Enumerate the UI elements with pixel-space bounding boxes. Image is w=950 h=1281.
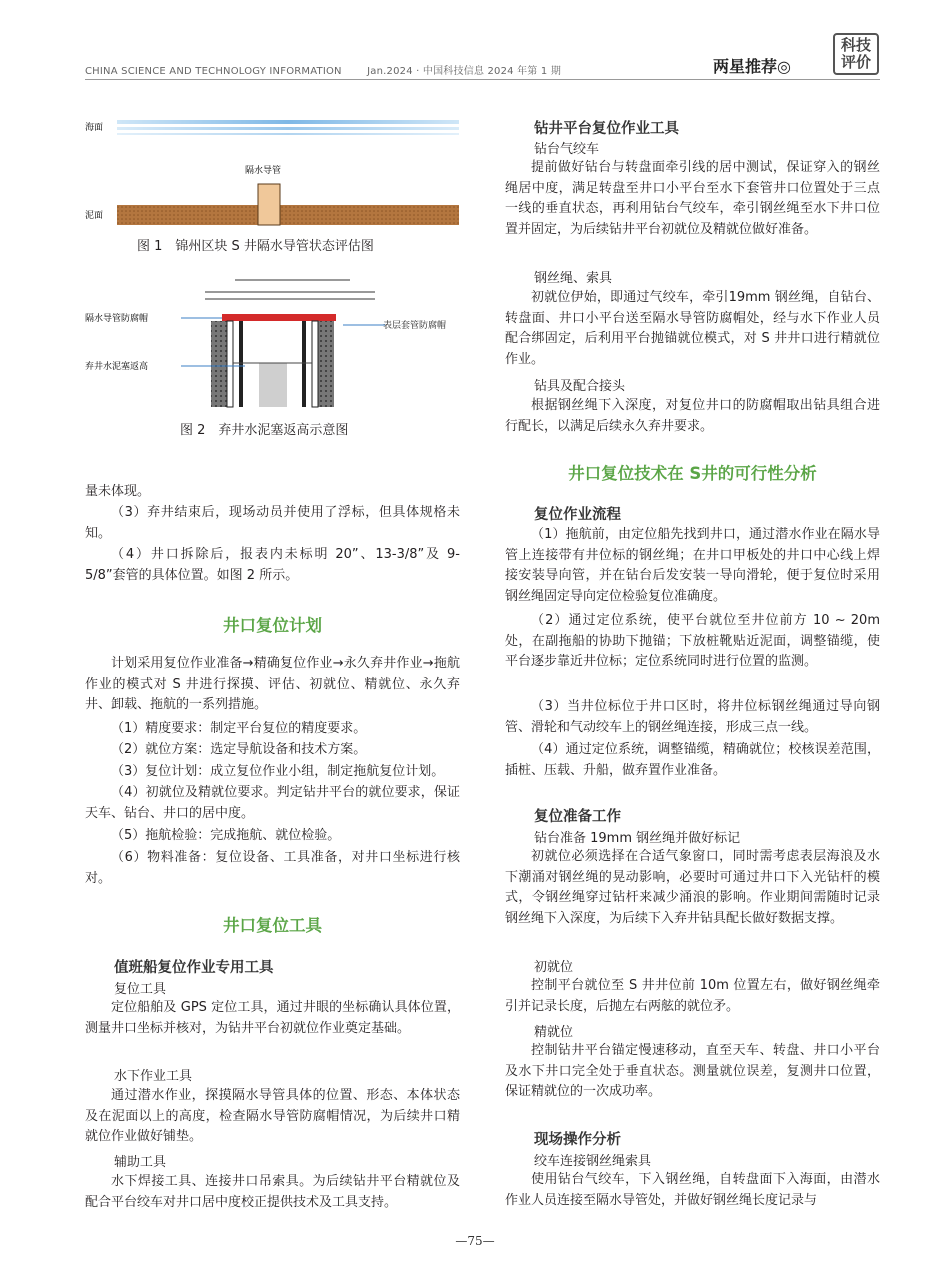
- right-p6: （3）当井位标位于井口区时，将井位标钢丝绳通过导向钢管、滑轮和气动绞车上的钢丝绳连接，形成三点一线。: [505, 699, 880, 735]
- badge-line2: 评价: [840, 53, 871, 71]
- label-mud: 泥面: [85, 211, 104, 221]
- sea-band: [117, 120, 459, 124]
- section-tag: 两星推荐◎: [713, 57, 791, 76]
- minor-heading-fine-position: 精就位: [534, 1025, 574, 1040]
- right-p8: 初就位必须选择在合适气象窗口，同时需考虑表层海浪及水下潮涌对钢丝绳的晃动影响，必要时可通过井口下入光钻杆的模式，令钢丝绳穿过钻杆来减少涌浪的影响。作业期间需随时记录钢丝绳下入深度，为后续下入弃井钻具配长做好数据支撑。: [505, 849, 880, 926]
- badge-line1: 科技: [840, 36, 871, 54]
- minor-heading-aux-tools: 辅助工具: [114, 1155, 167, 1170]
- right-p2: 初就位伊始，即通过气绞车，牵引19mm 钢丝绳，自钻台、转盘面、井口小平台送至隔水导管防腐帽处，经与水下作业人员配合绑固定，后利用平台抛锚就位模式，对 S 井井口进行精就位作业。: [505, 290, 880, 367]
- inner-casing-left: [239, 321, 243, 407]
- subheading-platform-tools: 钻井平台复位作业工具: [534, 121, 679, 137]
- minor-heading-air-winch: 钻台气绞车: [534, 142, 600, 157]
- right-p7: （4）通过定位系统，调整锚缆，精确就位；校核误差范围，插桩、压载、升船，做弃置作业准备。: [505, 742, 880, 778]
- left-list-2: （2）就位方案：选定导航设备和技术方案。: [111, 742, 367, 757]
- left-list-6: （6）物料准备：复位设备、工具准备，对井口坐标进行核对。: [85, 850, 460, 886]
- label-surface-cap: 表层套管防腐帽: [383, 321, 447, 331]
- label-pipe: 隔水导管: [245, 166, 282, 176]
- label-riser-cap: 隔水导管防腐帽: [85, 314, 149, 324]
- casing-right: [312, 321, 318, 407]
- label-sea: 海面: [85, 123, 104, 133]
- right-p1: 提前做好钻台与转盘面牵引线的居中测试，保证穿入的钢丝绳居中度，满足转盘至井口小平台至水下套管井口位置处于三点一线的垂直状态，再利用钻台气绞车，牵引钢丝绳至水下井口位置并固定，为后续钻井平台初就位及精就位做好准备。: [505, 160, 880, 237]
- minor-heading-winch-rigging: 绞车连接钢丝绳索具: [534, 1154, 652, 1169]
- outer-wall-right: [318, 321, 334, 407]
- page-number: —75—: [455, 1234, 495, 1248]
- figure-2-cement-diagram: [85, 275, 460, 410]
- minor-heading-initial-position: 初就位: [534, 960, 574, 975]
- right-p11: 使用钻台气绞车，下入钢丝绳，自转盘面下入海面，由潜水作业人员连接至隔水导管处，并做好钢丝绳长度记录与: [505, 1172, 880, 1208]
- figure-1-riser-diagram: [85, 110, 460, 250]
- cement-plug: [259, 363, 287, 407]
- left-p4: 计划采用复位作业准备→精确复位作业→永久弃井作业→拖航作业的模式对 S 井进行探摸、评估、初就位、精就位、永久弃井、卸载、拖航的一系列措施。: [85, 656, 460, 712]
- right-p9: 控制平台就位至 S 井井位前 10m 位置左右，做好钢丝绳牵引并记录长度，后抛左右两舷的就位矛。: [505, 978, 880, 1014]
- riser-cap: [222, 314, 336, 321]
- header-divider: [85, 79, 880, 80]
- left-list-4: （4）初就位及精就位要求。判定钻井平台的就位要求，保证天车、钻台、井口的居中度。: [85, 785, 460, 821]
- minor-heading-drill-tools: 钻具及配合接头: [534, 379, 626, 394]
- sea-band-3: [117, 133, 459, 135]
- section-heading-reset-tools: 井口复位工具: [223, 916, 322, 935]
- left-p2: （3）弃井结束后，现场动员并使用了浮标，但具体规格未知。: [85, 505, 460, 541]
- journal-name-en: CHINA SCIENCE AND TECHNOLOGY INFORMATION: [85, 66, 342, 77]
- casing-left: [227, 321, 233, 407]
- minor-heading-underwater-tools: 水下作业工具: [114, 1069, 193, 1084]
- minor-heading-wire-rope: 钢丝绳、索具: [534, 271, 613, 286]
- figure-1-caption: 图 1 锦州区块 S 井隔水导管状态评估图: [137, 239, 374, 254]
- sea-band-2: [117, 127, 459, 130]
- left-p7: 水下焊接工具、连接井口吊索具。为后续钻井平台精就位及配合平台绞车对井口居中度校正提供技术及工具支持。: [85, 1174, 460, 1210]
- mud-layer: [117, 205, 459, 225]
- section-heading-feasibility: 井口复位技术在 S井的可行性分析: [568, 464, 817, 483]
- left-list-1: （1）精度要求：制定平台复位的精度要求。: [111, 721, 367, 736]
- section-heading-reset-plan: 井口复位计划: [223, 616, 322, 635]
- inner-casing-right: [302, 321, 306, 407]
- right-p3: 根据钢丝绳下入深度，对复位井口的防腐帽取出钻具组合进行配长，以满足后续永久弃井要求。: [505, 398, 880, 434]
- riser-pipe: [258, 184, 280, 225]
- right-p5: （2）通过定位系统，使平台就位至井位前方 10 ~ 20m 处，在副拖船的协助下抛锚；下放桩靴贴近泥面，调整锚缆，使平台逐步靠近井位标；定位系统同时进行位置的监测。: [505, 613, 880, 669]
- left-list-3: （3）复位计划：成立复位作业小组，制定拖航复位计划。: [111, 764, 445, 779]
- subheading-field-analysis: 现场操作分析: [534, 1132, 621, 1148]
- running-header: [85, 62, 583, 77]
- minor-heading-reset-tools: 复位工具: [114, 982, 167, 997]
- left-p1: 量未体现。: [85, 484, 151, 499]
- minor-heading-wire-marking: 钻台准备 19mm 钢丝绳并做好标记: [534, 831, 741, 846]
- subheading-vessel-tools: 值班船复位作业专用工具: [114, 960, 274, 976]
- left-p6: 通过潜水作业，探摸隔水导管具体的位置、形态、本体状态及在泥面以上的高度，检查隔水导管防腐帽情况，为后续井口精就位作业做好铺垫。: [85, 1088, 460, 1144]
- left-p5: 定位船舶及 GPS 定位工具，通过井眼的坐标确认具体位置，测量井口坐标并核对，为钻井平台初就位作业奠定基础。: [85, 1000, 460, 1036]
- outer-wall-left: [211, 321, 227, 407]
- figure-2-caption: 图 2 弃井水泥塞返高示意图: [180, 423, 349, 438]
- subheading-preparation: 复位准备工作: [534, 809, 621, 825]
- left-p3: （4）井口拆除后，报表内未标明 20”、13-3/8”及 9-5/8”套管的具体位置。如图 2 所示。: [85, 547, 460, 583]
- issue-info: Jan.2024 · 中国科技信息 2024 年第 1 期: [367, 66, 562, 77]
- subheading-process: 复位作业流程: [534, 507, 621, 523]
- left-list-5: （5）拖航检验：完成拖航、就位检验。: [111, 828, 341, 843]
- label-cement-top: 弃井水泥塞返高: [85, 362, 149, 372]
- right-p4: （1）拖航前，由定位船先找到井口，通过潜水作业在隔水导管上连接带有井位标的钢丝绳；在井口甲板处的井口中心线上焊接安装导向管，并在钻台后发安装一导向滑轮，便于复位时采用钢丝绳固定导向定位检验复位准确度。: [505, 527, 880, 604]
- column-badge: [833, 33, 879, 75]
- right-p10: 控制钻井平台锚定慢速移动，直至天车、转盘、井口小平台及水下井口完全处于垂直状态。测量就位误差，复测井口位置，保证精就位的一次成功率。: [505, 1043, 880, 1099]
